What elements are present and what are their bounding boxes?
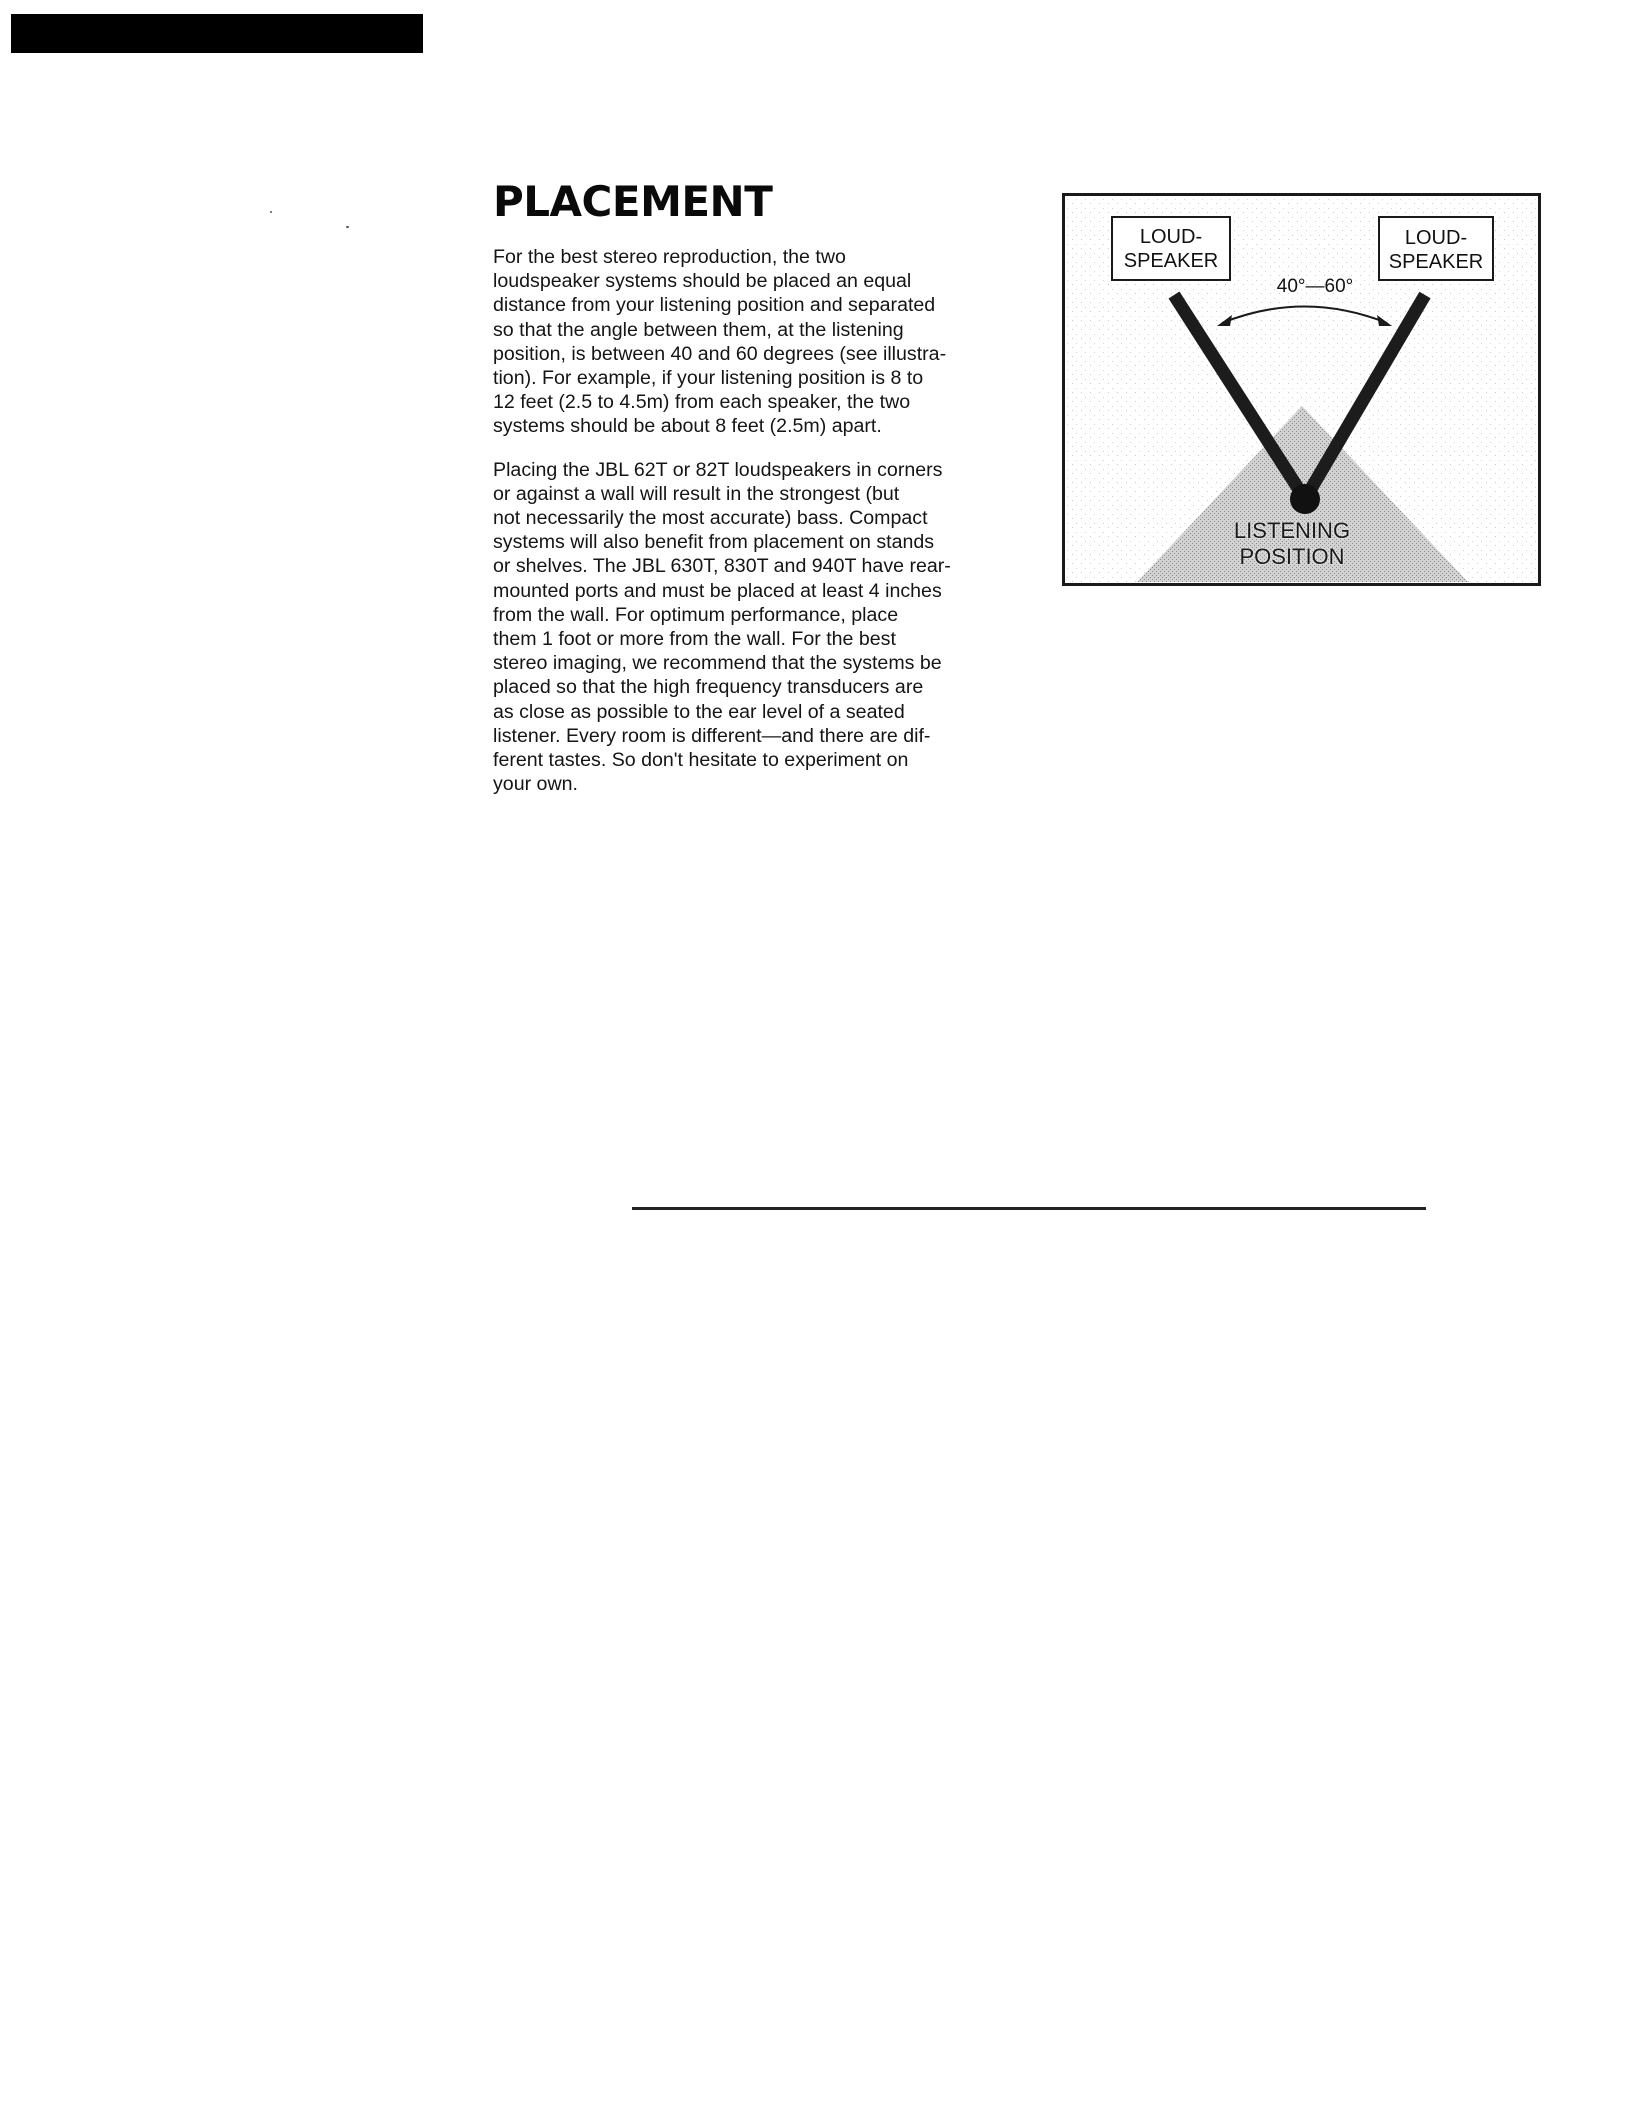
page-heading: PLACEMENT bbox=[493, 177, 773, 226]
paragraph-placement-tips: Placing the JBL 62T or 82T loudspeakers in corners or against a wall will result in the strongest (but not necessarily the most accurate) bass. Compact systems will also benefit from placement on stands or shelves. The JBL 630T, 830T and 940T have rear- mounted ports and must be placed at least 4 inches from the wall. For optimum performance, place them 1 foot or more from the wall. For the best stereo imaging, we recommend that the systems be placed so that the high frequency transducers are as close as possible to the ear level of a seated listener. Every room is different—and there are dif- ferent tastes. So don't hesitate to experiment on your own. bbox=[493, 458, 951, 796]
body-text bbox=[493, 245, 995, 815]
listener-dot bbox=[1290, 484, 1320, 514]
scan-speck bbox=[270, 211, 272, 213]
paragraph-spacing: For the best stereo reproduction, the two loudspeaker systems should be placed an equal distance from your listening position and separated so that the angle between them, at the listening position, is between 40 and 60 degrees (see illustra- tion). For example, if your listening position is 8 to 12 feet (2.5 to 4.5m) from each speaker, the two systems should be about 8 feet (2.5m) apart. bbox=[493, 246, 947, 438]
placement-diagram bbox=[1062, 193, 1541, 586]
horizontal-rule bbox=[632, 1207, 1426, 1210]
listening-position-label: LISTENING POSITION bbox=[1233, 518, 1351, 569]
angle-label: 40°—60° bbox=[1276, 276, 1354, 297]
scan-speck bbox=[346, 226, 349, 228]
left-speaker-label: LOUD- SPEAKER bbox=[1123, 226, 1219, 272]
header-bar bbox=[11, 14, 423, 53]
right-speaker-label: LOUD- SPEAKER bbox=[1388, 227, 1484, 273]
